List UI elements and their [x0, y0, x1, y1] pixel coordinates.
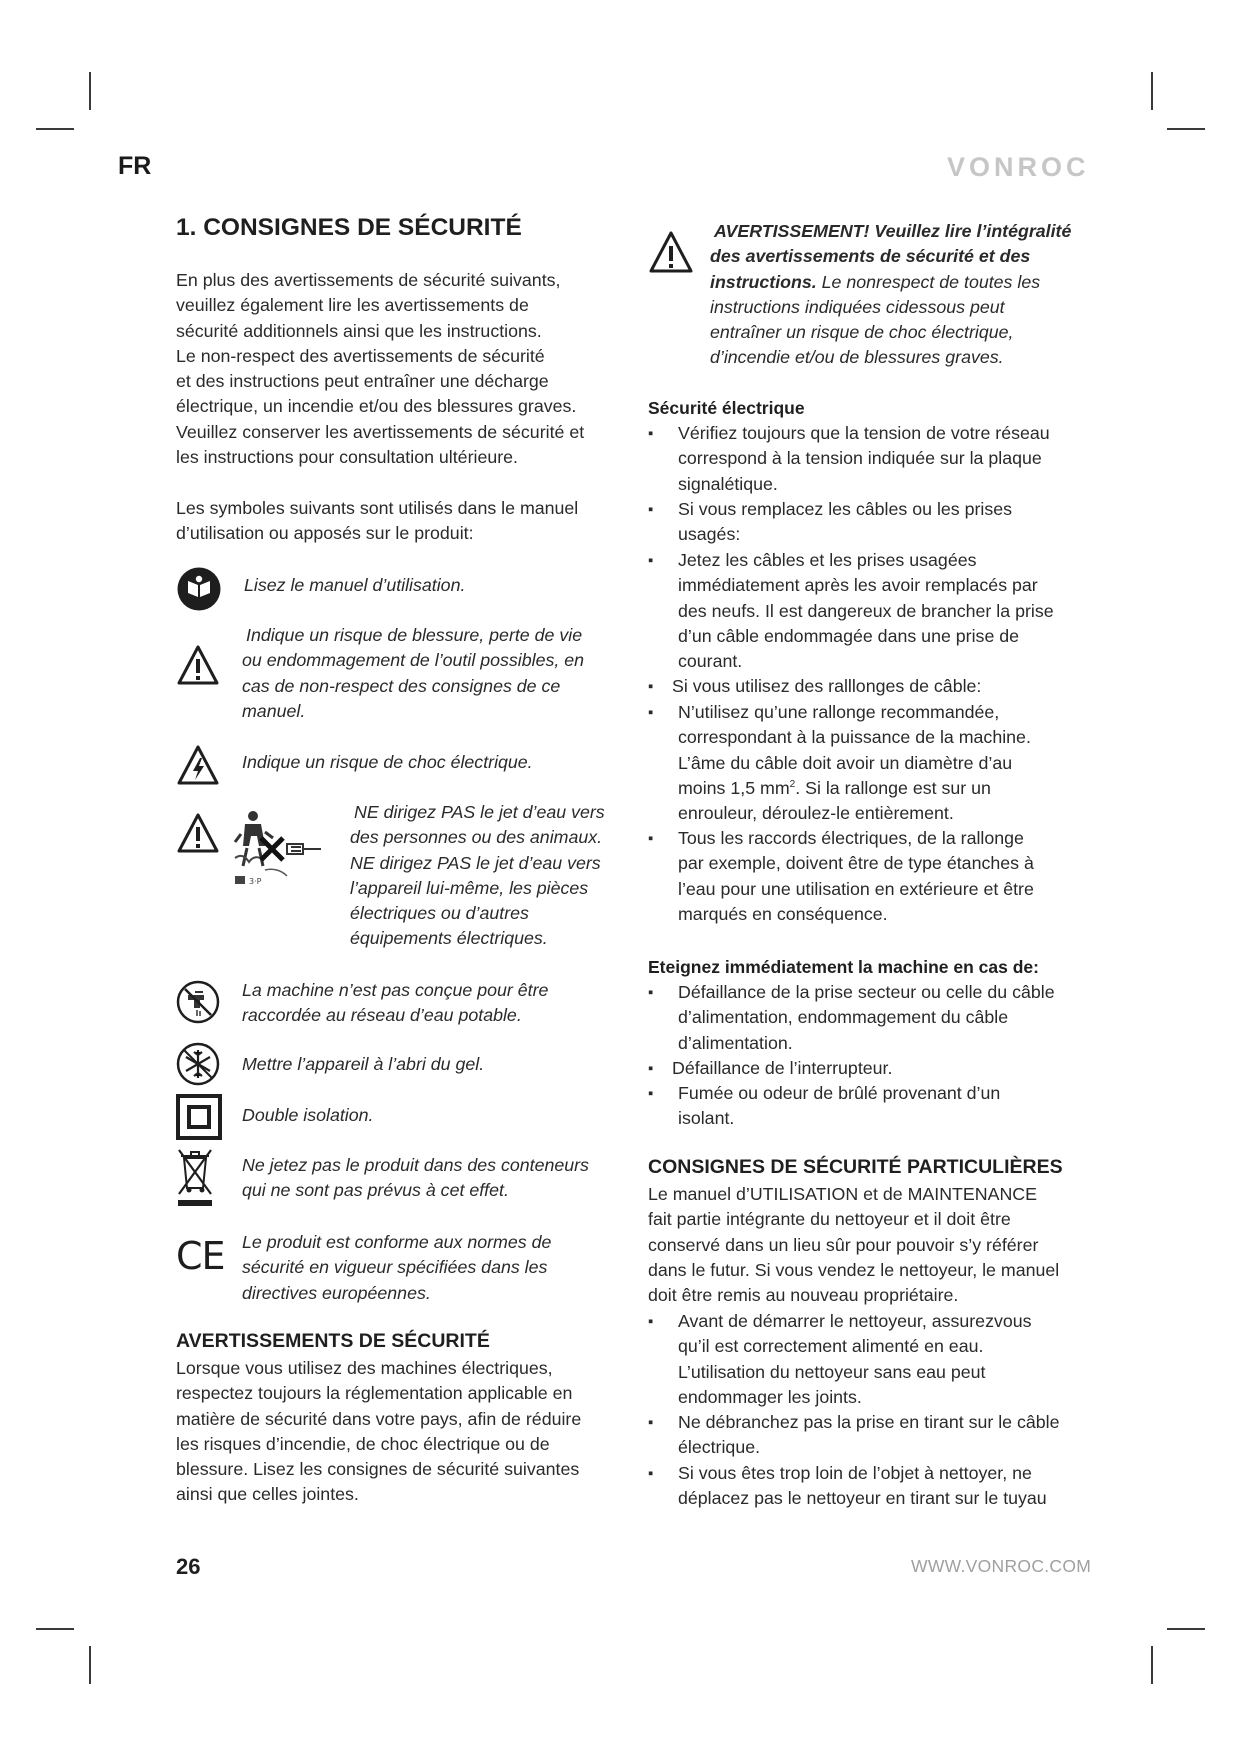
crop-mark: [1151, 1646, 1153, 1684]
warnings-paragraph: Lorsque vous utilisez des machines électriques, respectez toujours la réglementation applicable en matière de sécurité dans votre pays, afin de réduire les risques d’incendie, de choc électrique ou de blessure. Lisez les consignes de sécurité suivantes ainsi que celles jointes.: [176, 1358, 582, 1505]
section-title: 1. CONSIGNES DE SÉCURITÉ: [176, 214, 522, 241]
crop-mark: [1167, 128, 1205, 130]
electric-shock-icon: [176, 744, 220, 786]
intro-paragraph: En plus des avertissements de sécurité suivants, veuillez également lire les avertissements de sécurité additionnels ainsi que les instructions. Le non-respect des avertissements de sécurité et des instructions peut entraîner une décharge électrique, un incendie et/ou des blessures graves. Veuillez conserver les avertissements de sécurité et les instructions pour consultation ultérieure.: [176, 270, 585, 468]
symbol-text: Le produit est conforme aux normes de sécurité en vigueur spécifiées dans les directives européennes.: [242, 1232, 552, 1303]
double-insulation-icon: [176, 1094, 222, 1140]
crop-mark: [89, 1646, 91, 1684]
weee-bin-icon: [176, 1146, 214, 1208]
particular-safety-heading: CONSIGNES DE SÉCURITÉ PARTICULIÈRES: [648, 1156, 1063, 1178]
symbol-text: Lisez le manuel d’utilisation.: [244, 575, 466, 595]
read-manual-icon: [176, 566, 222, 612]
crop-mark: [36, 1628, 74, 1630]
brand-logo: VONROC: [947, 152, 1090, 182]
water-jet-warning-icon: [231, 808, 331, 892]
crop-mark: [36, 128, 74, 130]
warning-triangle-icon: [648, 230, 694, 274]
language-code: FR: [118, 152, 152, 180]
crop-mark: [1167, 1628, 1205, 1630]
warning-triangle-icon: [176, 812, 220, 854]
symbol-text: NE dirigez PAS le jet d’eau vers des personnes ou des animaux. NE dirigez PAS le jet d’eau vers l’appareil lui-même, les pièces électriques ou d’autres équipements électriques.: [350, 802, 605, 949]
symbols-intro: Les symboles suivants sont utilisés dans le manuel d’utilisation ou apposés sur le produit:: [176, 498, 579, 544]
crop-mark: [89, 72, 91, 110]
symbol-text: La machine n’est pas conçue pour être raccordée au réseau d’eau potable.: [242, 980, 549, 1026]
warning-triangle-icon: [176, 644, 220, 686]
warnings-heading: AVERTISSEMENTS DE SÉCURITÉ: [176, 1330, 490, 1352]
symbol-text: Mettre l’appareil à l’abri du gel.: [242, 1054, 485, 1074]
symbol-text: Ne jetez pas le produit dans des conteneurs qui ne sont pas prévus à cet effet.: [242, 1155, 589, 1201]
frost-protection-icon: [176, 1042, 220, 1086]
switch-off-heading: Eteignez immédiatement la machine en cas de:: [648, 957, 1039, 977]
no-drinking-water-icon: [176, 980, 220, 1024]
website-link[interactable]: WWW.VONROC.COM: [911, 1556, 1092, 1576]
symbol-text: Indique un risque de blessure, perte de vie ou endommagement de l’outil possibles, en cas de non-respect des consignes de ce manuel.: [242, 625, 585, 721]
svg-text:3·P: 3·P: [249, 877, 262, 886]
symbol-text: Indique un risque de choc électrique.: [242, 752, 533, 772]
warning-box-text: AVERTISSEMENT! Veuillez lire l’intégralité des avertissements de sécurité et des instructions. Le nonrespect de toutes les instructions indiquées cidessous peut entraîner un risque de choc électrique, d’incendie et/ou de blessures graves.: [710, 221, 1072, 368]
ce-mark-icon: CE: [176, 1234, 225, 1278]
electrical-safety-heading: Sécurité électrique: [648, 398, 805, 418]
symbol-text: Double isolation.: [242, 1105, 374, 1125]
page-number: 26: [176, 1554, 201, 1579]
particular-paragraph: Le manuel d’UTILISATION et de MAINTENANCE fait partie intégrante du nettoyeur et il doit être conservé dans un lieu sûr pour pouvoir s’y référer dans le futur. Si vous vendez le nettoyeur, le manuel doit être remis au nouveau propriétaire.: [648, 1184, 1060, 1306]
crop-mark: [1151, 72, 1153, 110]
